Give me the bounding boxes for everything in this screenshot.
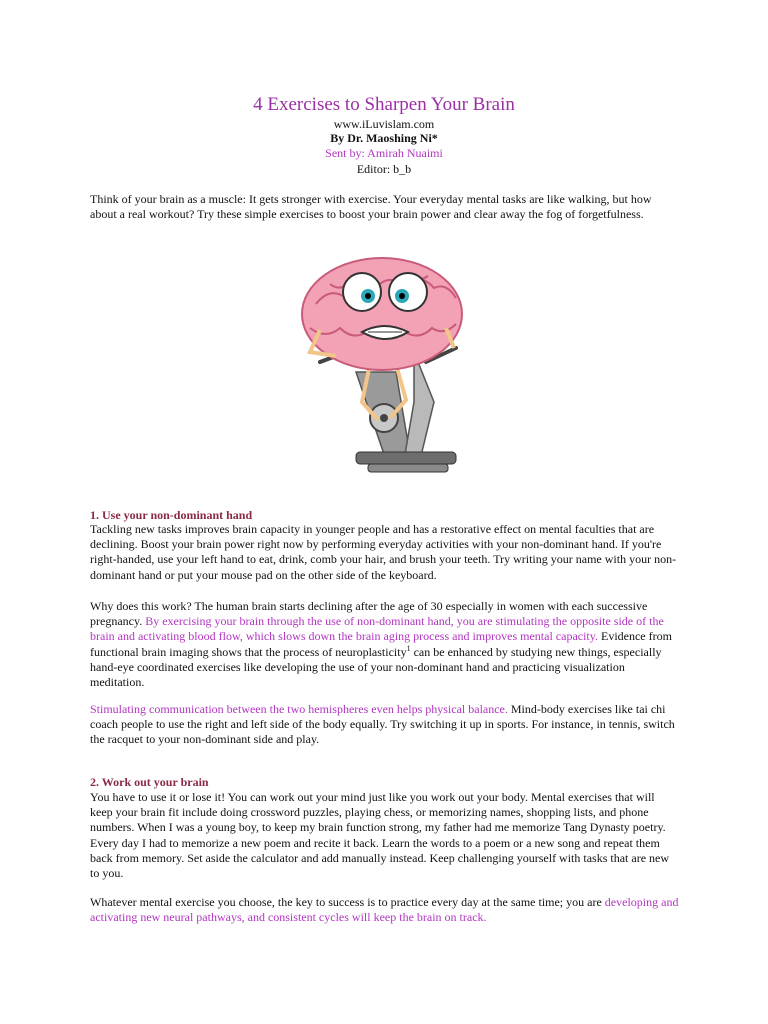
section-1-paragraph-2: Why does this work? The human brain starts declining after the age of 30 especially in women with each successive pregnancy. By exercising your brain through the use of non-dominant hand, you are stimulating the opposite side of the brain and activating blood flow, which slows down the brain aging process and improves mental capacity. Evidence from functional brain imaging shows that the process of neuroplasticity$^1$ can be enhanced by studying new things, especially hand-eye coordinated exercises like developing the use of your non-dominant hand and practicing visualization meditation. [90, 599, 672, 690]
site-url: www.iLuvislam.com [333, 117, 435, 131]
section-1-paragraph-3: Stimulating communication between the two hemispheres even helps physical balance. Mind-body exercises like tai chi coach people to use the right and left side of the body equally. Try switching it up in sports. For instance, in tennis, switch the racquet to your non-dominant side and play. [90, 702, 675, 747]
sent-by-line: Sent by: Amirah Nuaimi [325, 146, 443, 160]
intro-paragraph: Think of your brain as a muscle: It gets stronger with exercise. Your everyday mental tasks are like walking, but how about a real workout? Try these simple exercises to boost your brain power and clear away the fog of forgetfulness. [90, 192, 652, 222]
highlighted-text: developing and activating new neural pathways, and consistent cycles will keep the brain on track. [90, 895, 679, 925]
page-title: 4 Exercises to Sharpen Your Brain [253, 94, 515, 115]
highlighted-text: Stimulating communication between the two hemispheres even helps physical balance. [90, 702, 508, 716]
footnote-marker: 1 [406, 643, 411, 653]
highlighted-text: By exercising your brain through the use of non-dominant hand, you are stimulating the opposite side of the brain and activating blood flow, which slows down the brain aging process and improves mental capacity. [90, 614, 664, 644]
editor-line: Editor: b_b [356, 162, 412, 176]
section-2-paragraph-2: Whatever mental exercise you choose, the key to success is to practice every day at the same time; you are developing and activating new neural pathways, and consistent cycles will keep the brain on track. [90, 895, 679, 925]
section-1-paragraph-1: Tackling new tasks improves brain capacity in younger people and has a restorative effect on mental faculties that are declining. Boost your brain power right now by performing everyday activities with your non-dominant hand. If you're right-handed, use your left hand to eat, drink, comb your hair, and brush your teeth. Try writing your name with your non-dominant hand or put your mouse pad on the other side of the keyboard. [90, 522, 677, 582]
section-1-heading: 1. Use your non-dominant hand [90, 508, 253, 522]
author-line: By Dr. Maoshing Ni* [330, 131, 438, 145]
section-2-heading: 2. Work out your brain [90, 775, 209, 789]
section-2-paragraph-1: You have to use it or lose it! You can work out your mind just like you work out your body. Mental exercises that will keep your brain fit include doing crossword puzzles, playing chess, or memorizing names, shopping lists, and phone numbers. When I was a young boy, to keep my brain function strong, my father had me memorize Tang Dynasty poetry. Every day I had to memorize a new poem and recite it back. Learn the words to a poem or a new song and repeat them back from memory. Set aside the calculator and add manually instead. Keep challenging yourself with tasks that are new to you. [90, 790, 670, 881]
brain-on-exercise-bike-icon [296, 252, 476, 474]
